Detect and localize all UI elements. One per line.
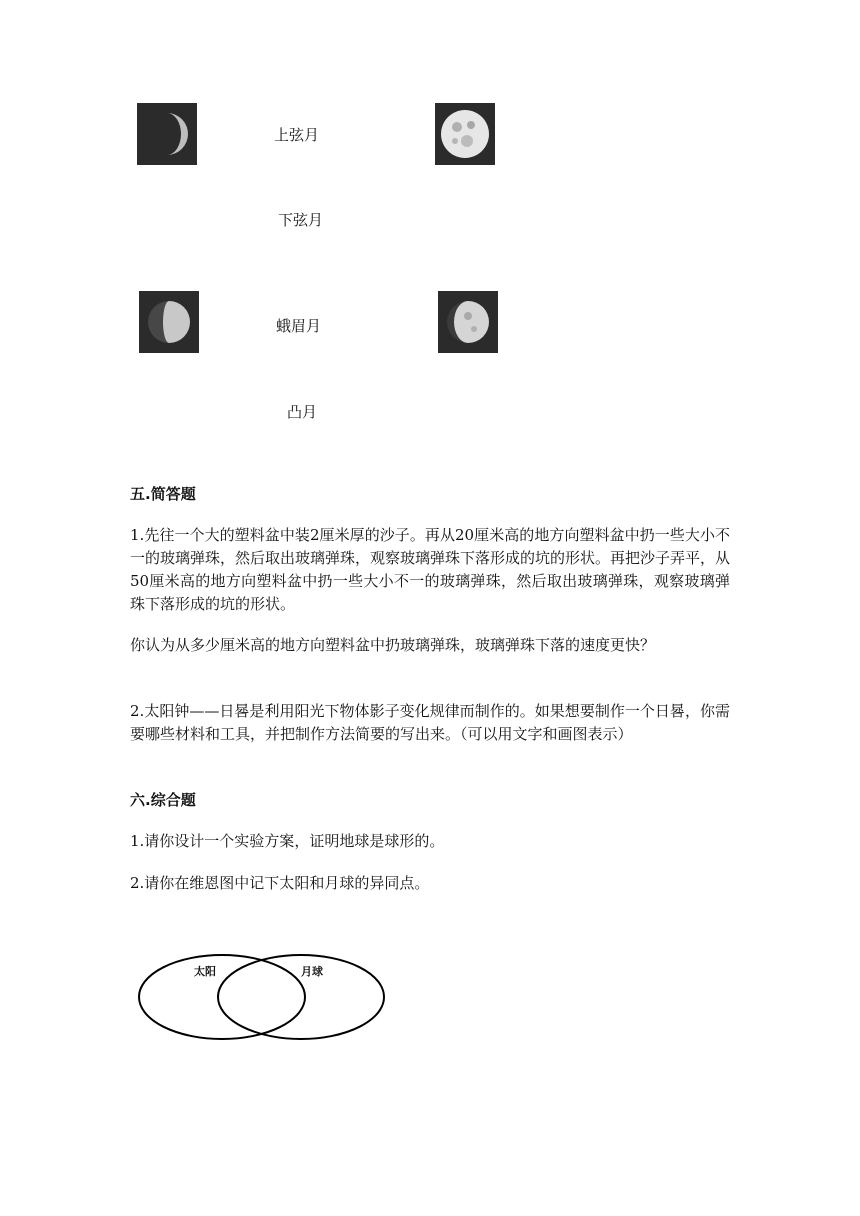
venn-label-moon: 月球 <box>301 965 323 978</box>
section5-q1-paragraph1: 1.先往一个大的塑料盆中装2厘米厚的沙子。再从20厘米高的地方向塑料盆中扔一些大小不一的玻璃弹珠，然后取出玻璃弹珠，观察玻璃弹珠下落形成的坑的形状。再把沙子弄平，从50厘米高的地方向塑料盆中扔一些大小不一的玻璃弹珠，然后取出玻璃弹珠，观察玻璃弹珠下落形成的坑的形状。 <box>130 526 731 613</box>
moon-label-crescent: 蛾眉月 <box>276 317 322 335</box>
section6-q1-paragraph: 1.请你设计一个实验方案，证明地球是球形的。 <box>130 832 445 850</box>
section5-q2-paragraph: 2.太阳钟——日晷是利用阳光下物体影子变化规律而制作的。如果想要制作一个日晷，你需要哪些材料和工具，并把制作方法简要的写出来。（可以用文字和画图表示） <box>130 702 730 743</box>
section6-q2-paragraph: 2.请你在维恩图中记下太阳和月球的异同点。 <box>130 874 430 892</box>
venn-circle-sun <box>139 955 305 1039</box>
section6-heading: 六.综合题 <box>130 791 196 809</box>
moon-label-last-quarter: 下弦月 <box>278 211 324 229</box>
full-moon-photo <box>435 103 495 165</box>
section5-q1-paragraph2: 你认为从多少厘米高的地方向塑料盆中扔玻璃弹珠，玻璃弹珠下落的速度更快？ <box>130 636 656 654</box>
venn-label-sun: 太阳 <box>194 965 216 978</box>
waning-crescent-moon-photo <box>137 103 197 165</box>
quarter-moon-photo <box>139 291 199 353</box>
moon-label-gibbous: 凸月 <box>287 403 318 421</box>
section5-heading: 五.简答题 <box>130 485 196 503</box>
gibbous-moon-photo <box>438 291 498 353</box>
venn-diagram <box>136 952 388 1042</box>
moon-label-first-quarter: 上弦月 <box>274 126 320 144</box>
